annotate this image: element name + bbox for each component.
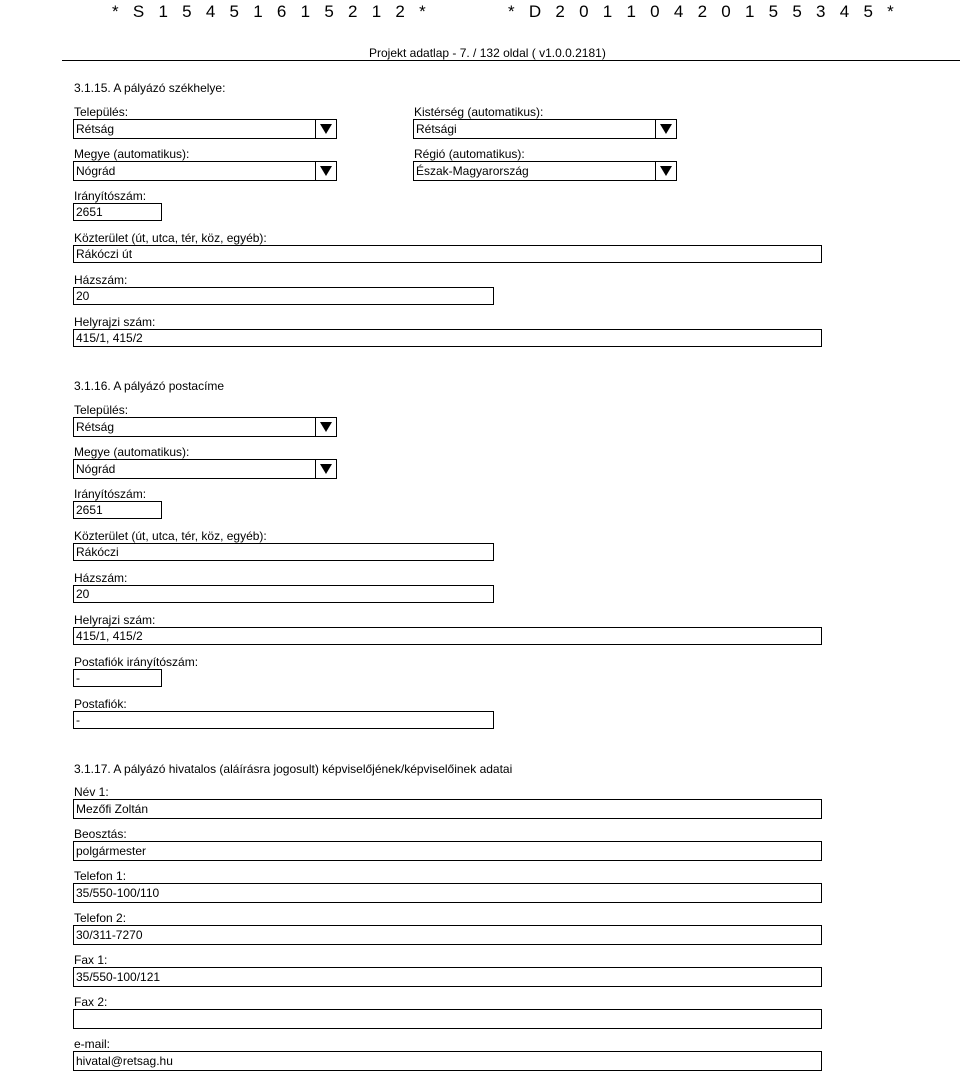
postafiok-label: Postafiók: [74,697,127,711]
posta-iranyitoszam-field[interactable]: 2651 [73,501,162,519]
postafiok-irsz-label: Postafiók irányítószám: [74,655,199,669]
email-field[interactable]: hivatal@retsag.hu [73,1051,822,1071]
kisterseg-select[interactable] [413,119,677,139]
beosztas-field[interactable]: polgármester [73,841,822,861]
header-divider [62,60,960,61]
telefon2-field[interactable]: 30/311-7270 [73,925,822,945]
posta-megye-label: Megye (automatikus): [74,445,190,459]
fax1-label: Fax 1: [74,953,108,967]
posta-helyrajzi-field[interactable]: 415/1, 415/2 [73,627,822,645]
postafiok-irsz-field[interactable]: - [73,669,162,687]
section-title-kepviselo: 3.1.17. A pályázó hivatalos (aláírásra jogosult) képviselőjének/képviselőinek adatai [74,762,513,776]
dropdown-arrow-icon[interactable] [315,120,336,138]
iranyitoszam-field[interactable]: 2651 [73,203,162,221]
regio-value: Észak-Magyarország [416,164,529,178]
beosztas-label: Beosztás: [74,827,127,841]
dropdown-arrow-icon[interactable] [315,418,336,436]
fax2-label: Fax 2: [74,995,108,1009]
posta-telepules-select[interactable] [73,417,337,437]
fax2-field[interactable] [73,1009,822,1029]
posta-telepules-label: Település: [74,403,129,417]
posta-megye-select[interactable] [73,459,337,479]
helyrajzi-label: Helyrajzi szám: [74,315,156,329]
helyrajzi-field[interactable]: 415/1, 415/2 [73,329,822,347]
dropdown-arrow-icon[interactable] [315,460,336,478]
iranyitoszam-label: Irányítószám: [74,189,147,203]
section-title-postacim: 3.1.16. A pályázó postacíme [74,379,225,393]
kozterulet-label: Közterület (út, utca, tér, köz, egyéb): [74,231,267,245]
kisterseg-label: Kistérség (automatikus): [414,105,544,119]
posta-kozterulet-label: Közterület (út, utca, tér, köz, egyéb): [74,529,267,543]
section-title-szekhely: 3.1.15. A pályázó székhelye: [74,81,226,95]
telefon1-field[interactable]: 35/550-100/110 [73,883,822,903]
nev-label: Név 1: [74,785,109,799]
regio-select[interactable] [413,161,677,181]
hazszam-label: Házszám: [74,273,128,287]
kozterulet-field[interactable]: Rákóczi út [73,245,822,263]
telefon2-label: Telefon 2: [74,911,127,925]
regio-label: Régió (automatikus): [414,147,525,161]
posta-helyrajzi-label: Helyrajzi szám: [74,613,156,627]
barcode-right: * D 2 0 1 1 0 4 2 0 1 5 5 3 4 5 * [508,2,899,21]
telepules-value: Rétság [76,122,115,136]
telefon1-label: Telefon 1: [74,869,127,883]
posta-kozterulet-field[interactable]: Rákóczi [73,543,494,561]
email-label: e-mail: [74,1037,111,1051]
posta-telepules-value: Rétság [76,420,115,434]
posta-hazszam-label: Házszám: [74,571,128,585]
megye-select[interactable] [73,161,337,181]
posta-iranyitoszam-label: Irányítószám: [74,487,147,501]
megye-value: Nógrád [76,164,116,178]
page-info: Projekt adatlap - 7. / 132 oldal ( v1.0.0.2181) [369,46,606,60]
dropdown-arrow-icon[interactable] [315,162,336,180]
fax1-field[interactable]: 35/550-100/121 [73,967,822,987]
nev-field[interactable]: Mezőfi Zoltán [73,799,822,819]
dropdown-arrow-icon[interactable] [655,162,676,180]
telepules-select[interactable] [73,119,337,139]
barcode-left: * S 1 5 4 5 1 6 1 5 2 1 2 * [112,2,431,21]
telepules-label: Település: [74,105,129,119]
kisterseg-value: Rétsági [416,122,457,136]
posta-hazszam-field[interactable]: 20 [73,585,494,603]
posta-megye-value: Nógrád [76,462,116,476]
hazszam-field[interactable]: 20 [73,287,494,305]
postafiok-field[interactable]: - [73,711,494,729]
dropdown-arrow-icon[interactable] [655,120,676,138]
megye-label: Megye (automatikus): [74,147,190,161]
